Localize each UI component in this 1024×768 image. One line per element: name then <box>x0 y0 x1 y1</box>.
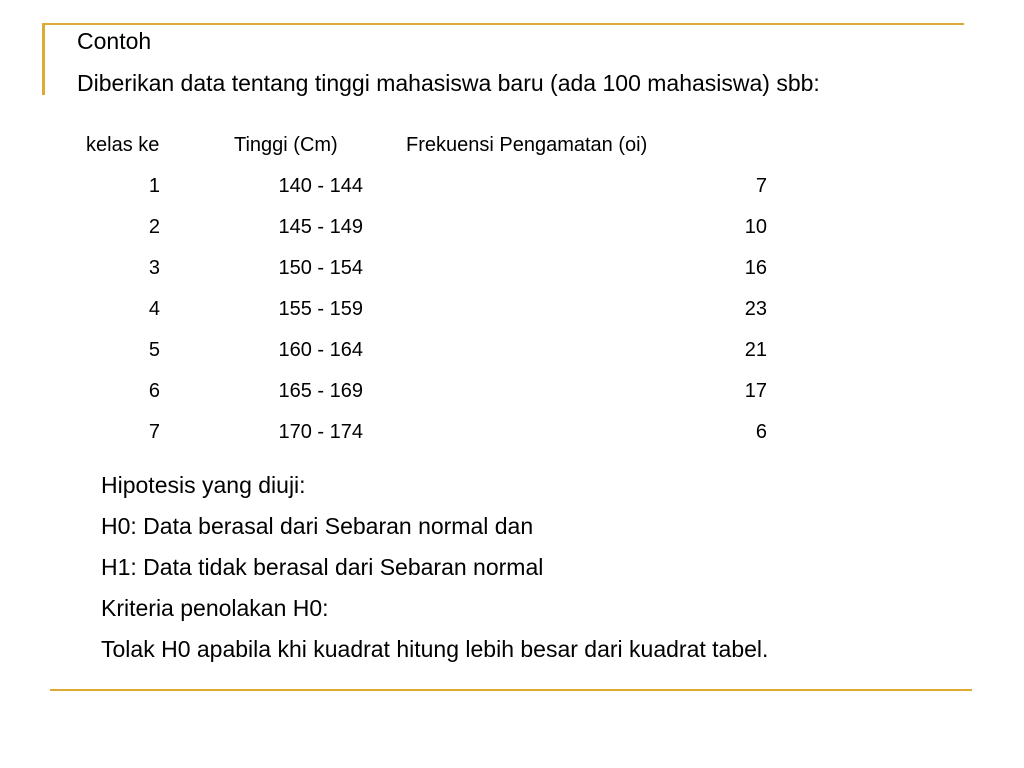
cell-kelas: 3 <box>148 257 160 279</box>
cell-frekuensi: 10 <box>744 216 767 238</box>
cell-kelas: 4 <box>148 298 160 320</box>
cell-kelas: 2 <box>148 216 160 238</box>
accent-line-left <box>42 25 45 95</box>
cell-kelas: 1 <box>148 175 160 197</box>
cell-frekuensi: 7 <box>755 175 767 197</box>
header-kelas: kelas ke <box>86 134 160 156</box>
cell-tinggi: 165 - 169 <box>278 380 363 402</box>
cell-tinggi: 150 - 154 <box>278 257 363 279</box>
slide-intro: Diberikan data tentang tinggi mahasiswa baru (ada 100 mahasiswa) sbb: <box>77 70 820 96</box>
cell-frekuensi: 17 <box>744 380 767 402</box>
cell-frekuensi: 23 <box>744 298 767 320</box>
cell-kelas: 5 <box>148 339 160 361</box>
hypothesis-block <box>101 468 768 673</box>
accent-line-bottom <box>50 689 972 691</box>
accent-line-top <box>42 23 964 25</box>
cell-kelas: 7 <box>148 421 160 443</box>
cell-kelas: 6 <box>148 380 160 402</box>
header-tinggi: Tinggi (Cm) <box>234 134 338 156</box>
hypothesis-heading: Hipotesis yang diuji: <box>101 472 306 498</box>
cell-frekuensi: 21 <box>744 339 767 361</box>
rejection-criteria-heading: Kriteria penolakan H0: <box>101 595 329 621</box>
cell-tinggi: 155 - 159 <box>278 298 363 320</box>
cell-tinggi: 140 - 144 <box>278 175 363 197</box>
rejection-criteria: Tolak H0 apabila khi kuadrat hitung lebih besar dari kuadrat tabel. <box>101 636 769 662</box>
slide-title: Contoh <box>77 28 152 54</box>
cell-frekuensi: 16 <box>744 257 767 279</box>
cell-tinggi: 170 - 174 <box>278 421 363 443</box>
cell-tinggi: 160 - 164 <box>278 339 363 361</box>
cell-frekuensi: 6 <box>755 421 767 443</box>
hypothesis-h0: H0: Data berasal dari Sebaran normal dan <box>101 513 534 539</box>
cell-tinggi: 145 - 149 <box>278 216 363 238</box>
header-frekuensi: Frekuensi Pengamatan (oi) <box>406 134 648 156</box>
hypothesis-h1: H1: Data tidak berasal dari Sebaran normal <box>101 554 544 580</box>
